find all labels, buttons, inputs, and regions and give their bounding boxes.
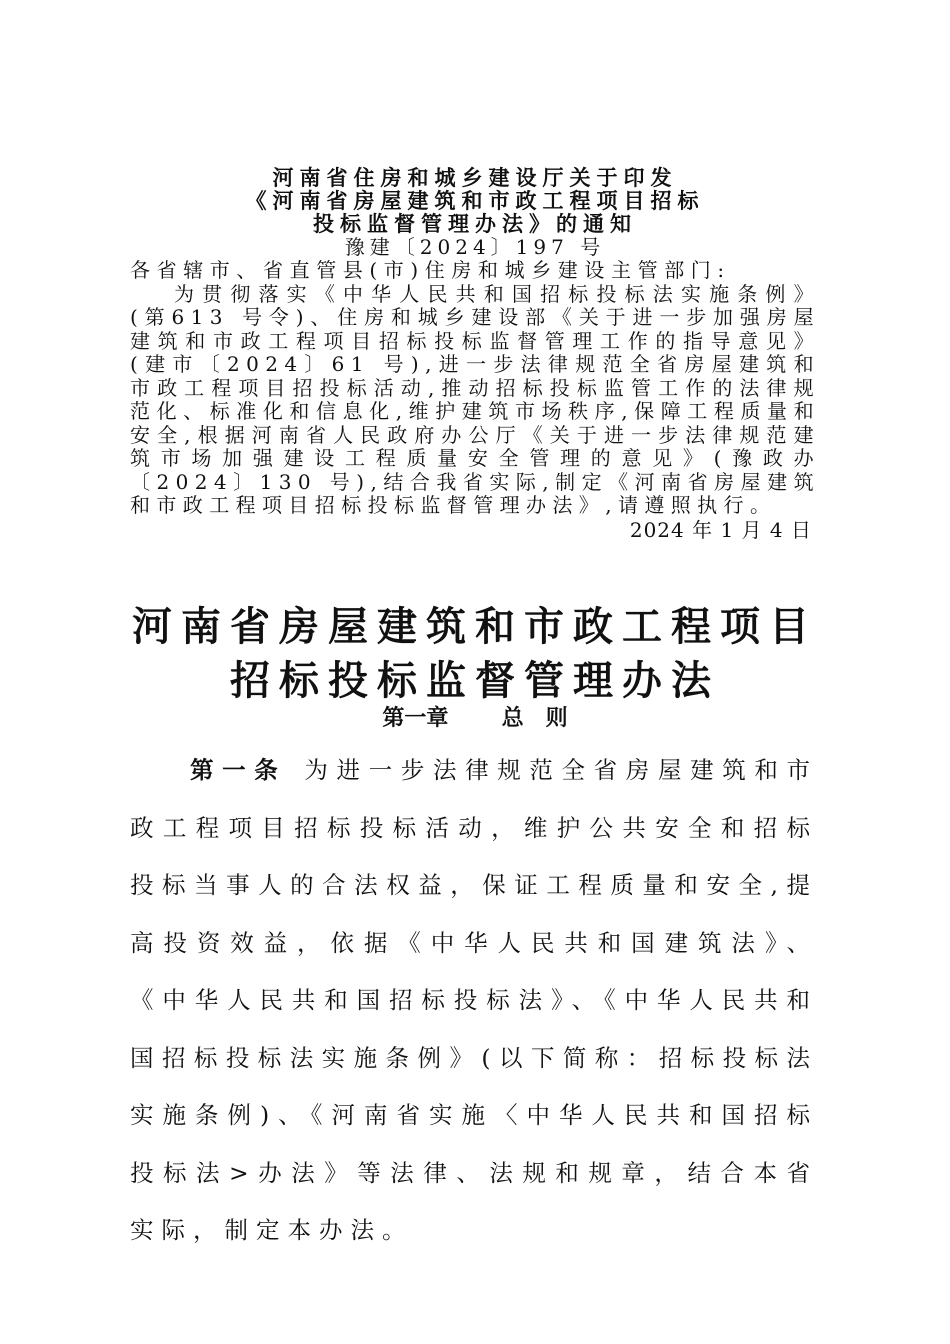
chapter-number: 第一章 <box>382 705 449 731</box>
article-1-number: 第一条 <box>190 756 287 784</box>
notice-title-line-3: 投标监督管理办法》的通知 <box>313 211 637 236</box>
measures-title <box>100 600 850 708</box>
notice-body: 为贯彻落实《中华人民共和国招标投标法实施条例》(第613 号令)、住房和城乡建设部《关于进一步加强房屋建筑和市政工程项目招标投标监督管理工作的指导意见》(建市〔2024〕61 号),进一步法律规范全省房屋建筑和市政工程项目招投标活动,推动招标投标监管工作的法律规范化、标准化和信息化,维护建筑市场秩序,保障工程质量和安全,根据河南省人民政府办公厅《关于进一步法律规范建筑市场加强建设工程质量安全管理的意见》(豫政办〔2024〕130 号),结合我省实际,制定《河南省房屋建筑和市政工程项目招标投标监督管理办法》,请遵照执行。 <box>130 281 820 517</box>
measures-title-line-2: 招标投标监督管理办法 <box>230 657 720 704</box>
document-number: 豫建〔2024〕197 号 <box>344 235 606 259</box>
chapter-name: 总 则 <box>501 705 568 731</box>
notice-date: 2024 年 1 月 4 日 <box>629 517 812 542</box>
notice-recipient: 各省辖市、省直管县(市)住房和城乡建设主管部门: <box>130 258 731 282</box>
notice-title-line-2: 《河南省房屋建筑和市政工程项目招标 <box>245 188 705 213</box>
article-1-text: 为进一步法律规范全省房屋建筑和市政工程项目招标投标活动，维护公共安全和招标投标当事人的合法权益，保证工程质量和安全,提高投资效益，依据《中华人民共和国建筑法》、《中华人民共和国招标投标法》、《中华人民共和国招标投标法实施条例》(以下简称：招标投标法实施条例)、《河南省实施〈中华人民共和国招标投标法>办法》等法律、法规和规章，结合本省实际，制定本办法。 <box>130 756 819 1244</box>
article-1 <box>130 742 818 1260</box>
measures-title-line-1: 河南省房屋建筑和市政工程项目 <box>132 603 818 650</box>
notice-title-line-1: 河南省住房和城乡建设厅关于印发 <box>272 165 678 190</box>
notice-section <box>130 166 820 542</box>
chapter-heading <box>100 702 850 734</box>
